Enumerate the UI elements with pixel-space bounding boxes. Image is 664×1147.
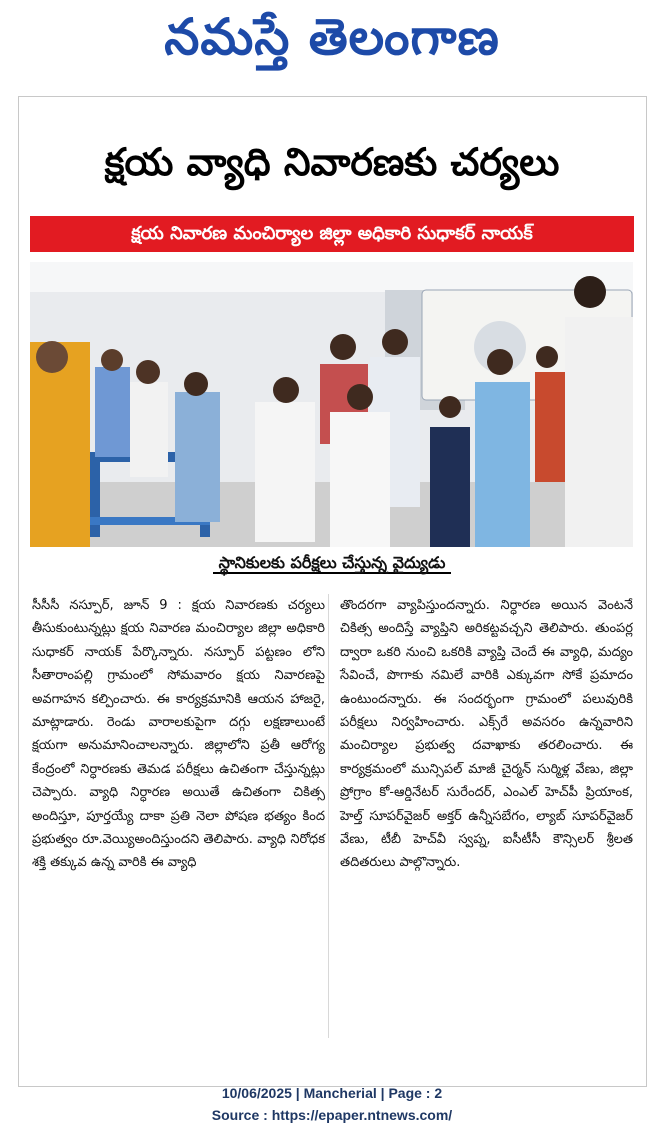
photo-caption [30, 552, 634, 574]
article-subheadline-bar [30, 216, 634, 252]
epaper-footer [0, 1082, 664, 1126]
photo-caption-text: స్థానికులకు పరీక్షలు చేస్తున్న వైద్యుడు [213, 553, 452, 574]
masthead-title: నమస్తే తెలంగాణ [164, 8, 500, 66]
article-photo [30, 262, 633, 547]
article-headline: క్షయ వ్యాధి నివారణకు చర్యలు [104, 140, 560, 184]
newspaper-masthead [0, 0, 664, 80]
article-photo-illustration [30, 262, 633, 547]
article-border-top [18, 96, 647, 97]
article-border-right [646, 96, 647, 1086]
article-border-left [18, 96, 19, 1086]
footer-source: Source : https://epaper.ntnews.com/ [211, 1107, 453, 1123]
article-body-left-column: సీసీసీ నస్పూర్, జూన్ 9 : క్షయ నివారణకు చర్యలు తీసుకుంటున్నట్లు క్షయ నివారణ మంచిర్యాల జిల్లా అధికారి సుధాకర్ నాయక్ పేర్కొన్నారు. నస్పూర్ పట్టణం లోని సీతారాంపల్లి గ్రామంలో సోమవారం క్షయ నివారణపై అవగాహన కల్పించారు. ఈ కార్యక్రమానికి ఆయన హాజరై, మాట్లాడారు. రెండు వారాలకుపైగా దగ్గు లక్షణాలుంటే క్షయగా అనుమానించాలన్నారు. జిల్లాలోని ప్రతీ ఆరోగ్య కేంద్రంలో నిర్ధారణకు తెమడ పరీక్షలు ఉచితంగా చేస్తున్నట్లు చెప్పారు. వ్యాధి నిర్ధారణ అయితే ఉచితంగా చికిత్స అందిస్తూ, పూర్తయ్యే దాకా ప్రతి నెలా పోషణ భత్యం కింద ప్రభుత్వం రూ.వెయ్యిఅందిస్తుందని తెలిపారు. వ్యాధి నిరోధక శక్తి తక్కువ ఉన్న వారికి ఈ వ్యాధి [32, 598, 325, 871]
column-divider [328, 594, 329, 1038]
article-subheadline: క్షయ నివారణ మంచిర్యాల జిల్లా అధికారి సుధాకర్ నాయక్ [131, 223, 533, 244]
footer-dateline: 10/06/2025 | Mancherial | Page : 2 [221, 1085, 443, 1101]
article-body-right-column: తొందరగా వ్యాపిస్తుందన్నారు. నిర్ధారణ అయిన వెంటనే చికిత్స అందిస్తే వ్యాప్తిని అరికట్టవచ్చని తెలిపారు. తుంపర్ల ద్వారా ఒకరి నుంచి ఒకరికి వ్యాప్తి చెందే ఈ వ్యాధి, మద్యం సేవించే, పొగాకు నమిలే వారికి ఎక్కువగా సోకే ప్రమాదం ఉంటుందన్నారు. ఈ సందర్భంగా గ్రామంలో పలువురికి పరీక్షలు నిర్వహించారు. ఎక్స్‌రే అవసరం ఉన్నవారిని మంచిర్యాల ప్రభుత్వ దవాఖాకు తరలించారు. ఈ కార్యక్రమంలో మున్సిపల్ మాజీ చైర్మన్ సుర్మిళ్ల వేణు, జిల్లా ప్రోగ్రాం కో-ఆర్డినేటర్ సురేందర్, ఎంఎల్ హెచ్‌పీ ప్రియాంక, హెల్త్ సూపర్‌వైజర్ అక్తర్ ఉన్నీసబేగం, ల్యాబ్ సూపర్‌వైజర్ వేణు, టీబీ హెచ్‌వీ స్వప్న, ఐసీటీసీ కౌన్సిలర్ శ్రీలత తదితరులు పాల్గొన్నారు. [340, 598, 633, 871]
